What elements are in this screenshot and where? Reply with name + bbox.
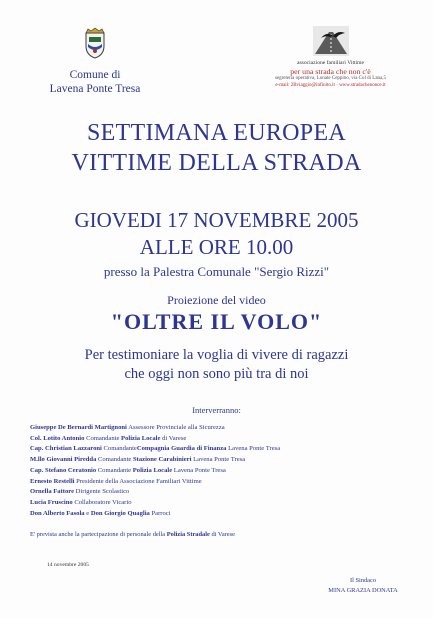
association-name: per una strada che non c'è	[290, 67, 371, 76]
note-org: Polizia Stradale	[166, 531, 210, 538]
speaker-item	[30, 444, 410, 455]
speaker-item	[30, 509, 410, 520]
association-address: segreteria operativa, Lonate Ceppino, via Col di Lana,5	[274, 76, 387, 81]
speaker-name: Don Alberto Fasola	[30, 509, 85, 517]
municipal-crest-icon	[82, 26, 108, 60]
event-date: GIOVEDI 17 NOVEMBRE 2005	[74, 208, 359, 232]
speaker-role: Presidente della Associazione Familiari Vittime	[76, 477, 202, 485]
speaker-role: Assessore Provinciale alla Sicurezza	[128, 424, 225, 431]
speaker-name: M.llo Giovanni Piredda	[30, 456, 97, 464]
speaker-item	[30, 434, 410, 445]
speaker-role: Comandante	[97, 466, 132, 474]
speaker-place: Lavena Ponte Tresa	[193, 456, 246, 464]
speaker-org: Polizia Locale	[121, 434, 161, 442]
speaker-place: Lavena Ponte Tresa	[173, 466, 226, 474]
speaker-item	[30, 455, 410, 466]
signature-title: Il Sindaco	[349, 577, 377, 584]
speaker-name: Ernesto Restelli	[30, 477, 75, 485]
speakers-heading: Interverranno:	[192, 405, 241, 415]
comune-label: Comune di	[69, 69, 121, 81]
speaker-org: Don Giorgio Quaglia	[90, 509, 150, 517]
message-line-2: che oggi non sono più tra di noi	[124, 366, 309, 382]
document-date: 14 novembre 2005	[47, 562, 89, 568]
speaker-org: Polizia Locale	[132, 466, 173, 474]
association-header	[248, 24, 413, 89]
speaker-role: Comandante	[98, 456, 132, 464]
municipality-header	[40, 26, 150, 96]
speaker-place: Lavena Ponte Tresa	[228, 445, 281, 453]
association-subtitle: associazione familiari Vittime	[297, 60, 364, 66]
signature-block	[308, 576, 418, 596]
speaker-place: di Varese	[162, 434, 187, 442]
speaker-name: Lucia Fruscino	[30, 498, 73, 506]
note-place: di Varese	[211, 531, 235, 538]
participation-note	[30, 531, 235, 538]
speaker-name: Cap. Christian Lazzaroni	[30, 445, 102, 453]
note-text: E' prevista anche la partecipazione di personale della	[30, 531, 166, 538]
speaker-place: Parroci	[151, 509, 171, 517]
message-line-1: Per testimoniare la voglia di vivere di ragazzi	[84, 347, 349, 363]
comune-name: Lavena Ponte Tresa	[49, 83, 141, 95]
signature-name: MINA GRAZIA DONATA	[328, 587, 398, 594]
title-line-2: VITTIME DELLA STRADA	[71, 150, 362, 176]
speaker-item	[30, 477, 410, 488]
speaker-name: Ornella Fattore	[30, 488, 75, 496]
speaker-role: Collaboratore Vicario	[74, 498, 132, 506]
projection-label: Proiezione del video	[167, 293, 266, 307]
speaker-item	[30, 498, 410, 509]
speaker-item	[30, 423, 410, 434]
speaker-role: Comandante	[103, 445, 137, 453]
event-venue: presso la Palestra Comunale "Sergio Rizzi"	[103, 264, 330, 279]
speaker-org: Stazione Carabinieri	[133, 456, 192, 464]
speaker-role: Comandante	[86, 434, 120, 442]
event-time: ALLE ORE 10.00	[139, 235, 294, 259]
speaker-role: e	[86, 509, 90, 517]
speaker-org: Compagnia Guardia di Finanza	[136, 445, 227, 453]
speakers-list	[30, 423, 410, 519]
video-title: "OLTRE IL VOLO"	[110, 309, 323, 334]
speaker-name: Col. Lotito Antonio	[30, 434, 85, 442]
speaker-item	[30, 466, 410, 477]
association-email: e-mail: 2Bviaggio@infinito.it · www.stradachenonce.it	[275, 82, 386, 88]
road-bird-logo-icon	[307, 24, 355, 58]
speaker-name: Giuseppe De Bernardi Martignoni	[30, 424, 127, 431]
speaker-name: Cap. Stefano Ceratonio	[30, 466, 97, 474]
speaker-role: Dirigente Scolastico	[75, 488, 130, 496]
title-line-1: SETTIMANA EUROPEA	[86, 120, 347, 146]
speaker-item	[30, 487, 410, 498]
